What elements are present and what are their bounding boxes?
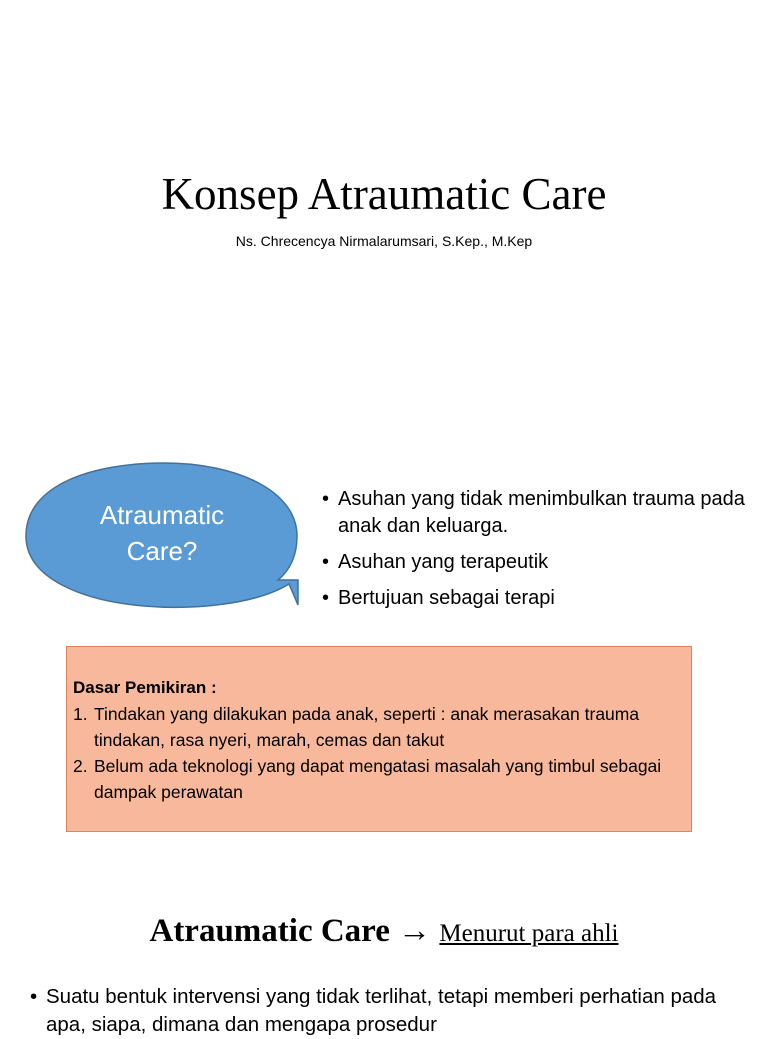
callout-label: Atraumatic Care? [99, 500, 225, 566]
slide-title: Konsep Atraumatic Care [161, 169, 607, 219]
reasoning-item [73, 753, 683, 805]
section-subheading: Menurut para ahli [439, 920, 619, 947]
slide-author: Ns. Chrecencya Nirmalarumsari, S.Kep., M.Kep [235, 233, 533, 249]
reasoning-item-text: Tindakan yang dilakukan pada anak, seperti : anak merasakan trauma tindakan, rasa nyeri, marah, cemas dan takut [94, 704, 640, 750]
definition-bullet: • Asuhan yang tidak menimbulkan trauma pada anak dan keluarga. [320, 486, 750, 540]
expert-bullet: • Suatu bentuk intervensi yang tidak terlihat, tetapi memberi perhatian pada apa, siapa, dimana dan mengapa prosedur [30, 983, 760, 1039]
reasoning-item [73, 701, 683, 753]
definition-bullet-list [320, 486, 750, 621]
definition-bullet: • Asuhan yang terapeutik [320, 549, 750, 576]
callout-bubble [24, 460, 304, 610]
reasoning-heading: Dasar Pemikiran : [73, 678, 217, 697]
reasoning-box [66, 646, 692, 832]
section-heading-title: Atraumatic Care [149, 913, 390, 949]
right-arrow-icon: → [398, 913, 432, 949]
reasoning-item-number: 2. [73, 756, 88, 776]
reasoning-list [73, 701, 683, 805]
reasoning-item-text: Belum ada teknologi yang dapat mengatasi masalah yang timbul sebagai dampak perawatan [94, 756, 662, 802]
reasoning-item-number: 1. [73, 704, 88, 724]
expert-bullet-list [30, 983, 760, 1039]
section-heading [0, 908, 768, 957]
definition-bullet: • Bertujuan sebagai terapi [320, 585, 750, 612]
